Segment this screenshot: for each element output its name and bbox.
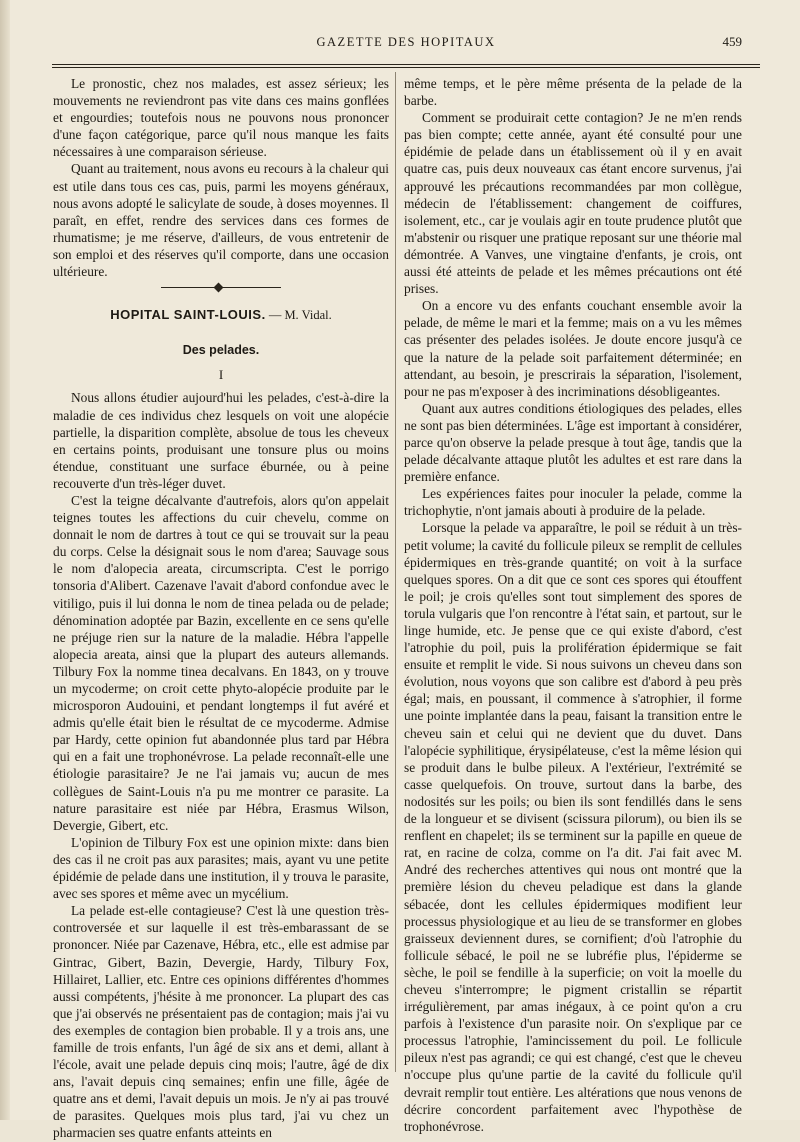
paragraph: On a encore vu des enfants couchant ensemble avoir la pelade, de même le mari et la femme; mais on a vu les mêmes cas présenter des pelades isolées. Je doute encore jusqu'à ce que la nature de la pelade soit parfaitement déterminée; en attendant, au besoin, je prescrirais la séparation, l'isolement, pour ne pas m'exposer à des incriminations désobligeantes. — [404, 298, 742, 399]
paragraph: Comment se produirait cette contagion? Je ne m'en rends pas bien compte; cette année, ayant été consulté pour une épidémie de pelade dans un établissement où il y en avait quatre cas, puis deux nouveaux cas étant encore survenus, j'ai approuvé les précautions recommandées par mon collègue, médecin de l'établissement: changement de coiffures, isolement, etc., car je voulais agir en toute prudence plutôt que m'abstenir ou risquer une pratique reposant sur une théorie mal démontrée. A Vanves, une vingtaine d'enfants, je crois, ont aussi été atteints de pelade et les mêmes précautions ont été prises. — [404, 110, 742, 297]
article-title: Des pelades. — [182, 343, 260, 358]
paragraph: Le pronostic, chez nos malades, est assez sérieux; les mouvements ne reviendront pas vite dans ces mains gonflées et engourdies; toutefois nous ne pouvons nous prononcer d'une façon catégorique, parce qu'il nous manque les faits nécessaires à une comparaison sérieuse. — [53, 76, 389, 160]
paragraph: L'opinion de Tilbury Fox est une opinion mixte: dans bien des cas il ne croit pas aux parasites; mais, ayant vu une petite épidémie de pelade dans une institution, il y trouva le parasite, avec ses spores et même avec un mycélium. — [53, 834, 389, 902]
header-rule-secondary — [52, 67, 760, 68]
page-number: 459 — [722, 34, 742, 49]
paragraph-continuation: même temps, et le père même présenta de la pelade de la barbe. — [404, 76, 742, 109]
running-title: GAZETTE DES HOPITAUX — [316, 35, 496, 49]
section-divider-ornament — [161, 284, 281, 292]
paragraph: Quant au traitement, nous avons eu recours à la chaleur qui est utile dans tous ces cas, puis, parmi les moyens généraux, nous avons adopté le salicylate de soude, à doses moyennes. Il paraît, en effet, rendre des services dans ces formes de rhumatisme; je me réserve, d'ailleurs, de vous entretenir de son emploi et des réserves qu'il comporte, dans une occasion ultérieure. — [53, 161, 389, 280]
right-column — [404, 75, 742, 1135]
page-header — [52, 32, 760, 52]
page-binding-edge — [0, 0, 10, 1120]
paragraph: La pelade est-elle contagieuse? C'est là une question très-controversée et sur laquelle il est très-embarassant de se prononcer. Niée par Cazenave, Hébra, etc., elle est admise par Gintrac, Gibert, Bazin, Devergie, Hardy, Tilbury Fox, Hillairet, Lallier, etc. Entre ces opinions différentes d'hommes aussi compétents, j'hésite à me prononcer. La plupart des cas que j'ai observés ne présentaient pas de contagion; mais j'ai vu des exemples de contagion bien probable. Il y a trois ans, une famille de trois enfants, l'un âgé de six ans et demi, allant à l'école, avait une pelade depuis cinq mois; l'autre, âgé de dix ans, l'avait depuis cinq semaines; enfin une fille, âgée de quatre ans et demi, l'avait depuis un mois. Je n'y ai pas trouvé de parasites. Quelques mois plus tard, j'ai vu chez un pharmacien ses quatre enfants atteints en — [53, 903, 389, 1141]
paragraph: Lorsque la pelade va apparaître, le poil se réduit à un très-petit volume; la cavité du follicule pileux se remplit de cellules épidermiques en très-grande quantité; on voit à la surface quelques spores. On a dit que ce sont ces spores qui étouffent le poil; je crois qu'elles sont tout simplement des spores de torula vulgaris que l'on rencontre à l'état sain, et partout, sur le linge humide, etc. Je pense que ce qui existe d'abord, c'est l'atrophie du poil, puis la prolifération épidermique se fait ensuite et remplit le vide. Si nous suivons un cheveu dans son évolution, nous voyons que son calibre est d'abord à peu près égal; mais, en poussant, il commence à s'atrophier, il forme une pointe implantée dans la peau, faisant la transition entre le cheveu sain et celui qui ne devient que du duvet. Dans l'alopécie syphilitique, érysipélateuse, c'est la même lésion qui se produit dans le bulbe pileux. A l'extérieur, l'extrémité se casse quelquefois. On trouve, surtout dans la barbe, des nodosités sur les poils; ou bien ils sont fendillés dans le sens de la longueur et se divisent (scissura pilorum), ou bien ils se renflent en chapelet; ils se terminent sur la papille en queue de rat, en racine de colza, comme on l'a dit. J'ai fait avec M. André des recherches attentives qui nous ont montré que la première lésion du cheveu peladique est dans la glande sébacée, dont les cellules épidermiques modifient leur processus physiologique et au lieu de se transformer en globes graisseux deviennent dures, se cornifient; d'où l'atrophie du follicule sébacé, le poil ne se lubréfie plus, l'épiderme se sèche, le poil se fendille à la superficie; on voit la moelle du cheveu s'interrompre; le pigment cristallin se répartit irrégulièrement, par amas inégaux, à ce point qu'on a cru parfois à l'existence d'un parasite noir. On s'explique par ce processus l'atrophie, l'amincissement du poil. Le follicule pileux n'est pas agrandi; ce qui est changé, c'est que le cheveu n'occupe plus qu'une partie de la cavité du follicule qu'il devrait remplir tout entière. Les altérations que nous venons de décrire concordent parfaitement avec l'hypothèse de trophonévrose. — [404, 520, 742, 1134]
paragraph: Les expériences faites pour inoculer la pelade, comme la trichophytie, n'ont jamais abouti à produire de la pelade. — [404, 486, 742, 519]
paragraph: Quant aux autres conditions étiologiques des pelades, elles ne sont pas bien déterminées. L'âge est important à considérer, parce qu'on observe la pelade presque à tout âge, tandis que la pelade décalvante attaque plutôt les adultes et est rare dans la première enfance. — [404, 400, 742, 485]
left-column — [53, 75, 389, 1142]
column-separator — [395, 72, 396, 1072]
section-title — [53, 306, 389, 324]
section-author: — M. Vidal. — [265, 308, 332, 323]
paragraph: C'est la teigne décalvante d'autrefois, alors qu'on appelait teignes toutes les affections du cuir chevelu, comme on donnait le nom de dartres à tout ce qui se trouvait sur la peau du corps. Celse la désignait sous le nom d'area; Sauvage sous le nom d'alopecia areata, circumscripta. C'est le porrigo tonsoria d'Alibert. Cazenave l'avait d'abord confondue avec le vitiligo, puis il lui donna le nom de tinea pelada ou de pelade; dénomination adoptée par Bazin, excellente en ce sens qu'elle ne préjuge rien sur la nature de la maladie. Hébra l'appelle alopecia areata, ainsi que la plupart des auteurs allemands. Tilbury Fox la nomme tinea decalvans. En 1843, on y trouve un mycoderme; on croit cette phyto-alopécie produite par le microsporon Audouini, et pendant longtemps il fut avéré et admis qu'elle était bien le résultat de ce mycoderme. Admise par Hardy, cette opinion fut abandonnée plus tard par Hébra qui en a fait une trophonévrose. La pelade reconnaît-elle une étiologie parasitaire? Je ne l'ai jamais vu; aucun de mes collègues de Saint-Louis n'a pu me montrer ce parasite. La nature parasitaire est niée par Hébra, Erasmus Wilson, Devergie, Gibert, etc. — [53, 492, 389, 833]
article-number: I — [218, 367, 224, 383]
header-rule — [52, 64, 760, 65]
section-title-text: HOPITAL SAINT-LOUIS. — [110, 307, 266, 323]
paragraph: Nous allons étudier aujourd'hui les pelades, c'est-à-dire la maladie de ces individus chez lesquels on voit une alopécie partielle, la disparition complète, absolue de tous les cheveux en certains points, produisant une tonsure plus ou moins étendue, constituant une surface éburnée, ou à peine recouverte d'un très-léger duvet. — [53, 390, 389, 491]
